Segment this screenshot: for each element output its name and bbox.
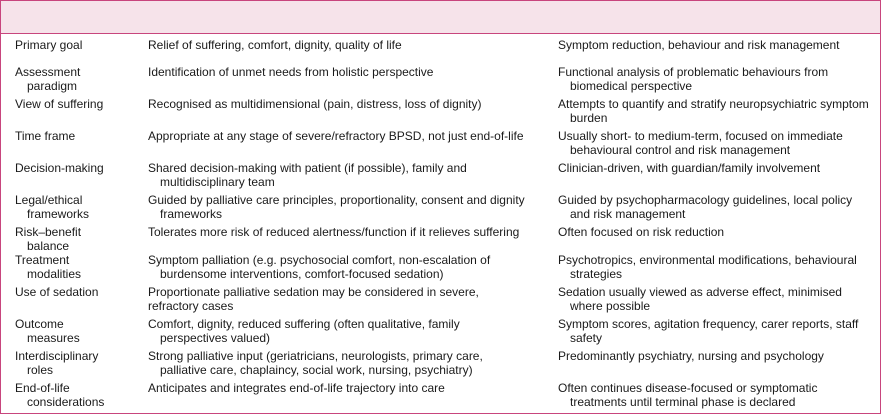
palliative-cell: Tolerates more risk of reduced alertness/function if it relieves suffering bbox=[148, 225, 520, 239]
palliative-cell: Comfort, dignity, reduced suffering (often qualitative, family perspectives valued) bbox=[148, 317, 460, 345]
row-label: Legal/ethical frameworks bbox=[15, 193, 90, 221]
palliative-cell: Strong palliative input (geriatricians, neurologists, primary care, palliative care, chaplaincy, social work, nursing, psychiatry) bbox=[148, 349, 483, 377]
conventional-cell: Attempts to quantify and stratify neuropsychiatric symptom burden bbox=[558, 97, 869, 125]
palliative-cell: Symptom palliation (e.g. psychosocial comfort, non-escalation of burdensome interventions, comfort-focused sedation) bbox=[148, 253, 491, 281]
table-row bbox=[1, 381, 880, 413]
conventional-cell: Usually short- to medium-term, focused on immediate behavioural control and risk management bbox=[558, 129, 843, 157]
palliative-cell: Shared decision-making with patient (if possible), family and multidisciplinary team bbox=[148, 161, 467, 189]
palliative-cell: Recognised as multidimensional (pain, distress, loss of dignity) bbox=[148, 97, 482, 111]
table-row bbox=[1, 193, 880, 225]
conventional-cell: Often focused on risk reduction bbox=[558, 225, 725, 239]
row-label: Decision-making bbox=[15, 161, 104, 175]
table-row bbox=[1, 161, 880, 193]
conventional-cell: Sedation usually viewed as adverse effect, minimised where possible bbox=[558, 285, 842, 313]
conventional-cell: Psychotropics, environmental modifications, behavioural strategies bbox=[558, 253, 857, 281]
table-row bbox=[1, 65, 880, 97]
palliative-cell: Proportionate palliative sedation may be considered in severe, refractory cases bbox=[148, 285, 479, 313]
table-row bbox=[1, 38, 880, 65]
palliative-cell: Anticipates and integrates end-of-life trajectory into care bbox=[148, 381, 445, 395]
row-label: View of suffering bbox=[15, 97, 104, 111]
conventional-cell: Clinician-driven, with guardian/family involvement bbox=[558, 161, 821, 175]
row-label: End-of-life considerations bbox=[15, 381, 105, 409]
palliative-cell: Relief of suffering, comfort, dignity, quality of life bbox=[148, 38, 402, 52]
conventional-cell: Functional analysis of problematic behaviours from biomedical perspective bbox=[558, 65, 829, 93]
palliative-cell: Guided by palliative care principles, proportionality, consent and dignity frameworks bbox=[148, 193, 525, 221]
table-row bbox=[1, 317, 880, 349]
table-row bbox=[1, 253, 880, 285]
table-header-band bbox=[1, 1, 880, 34]
conventional-cell: Guided by psychopharmacology guidelines, local policy and risk management bbox=[558, 193, 853, 221]
table-row bbox=[1, 225, 880, 253]
table-row bbox=[1, 349, 880, 381]
row-label: Treatment modalities bbox=[15, 253, 82, 281]
table-row bbox=[1, 97, 880, 129]
conventional-cell: Often continues disease-focused or symptomatic treatments until terminal phase is declared bbox=[558, 381, 818, 409]
comparison-table bbox=[1, 38, 880, 413]
table-row bbox=[1, 129, 880, 161]
palliative-cell: Identification of unmet needs from holistic perspective bbox=[148, 65, 434, 79]
conventional-cell: Symptom scores, agitation frequency, carer reports, staff safety bbox=[558, 317, 859, 345]
table-body bbox=[1, 38, 880, 413]
row-label: Outcome measures bbox=[15, 317, 80, 345]
row-label: Risk–benefit balance bbox=[15, 225, 82, 253]
row-label: Use of sedation bbox=[15, 285, 99, 299]
row-label: Assessment paradigm bbox=[15, 65, 81, 93]
row-label: Interdisciplinary roles bbox=[15, 349, 99, 377]
conventional-cell: Symptom reduction, behaviour and risk management bbox=[558, 38, 840, 52]
conventional-cell: Predominantly psychiatry, nursing and psychology bbox=[558, 349, 824, 363]
palliative-cell: Appropriate at any stage of severe/refractory BPSD, not just end-of-life bbox=[148, 129, 524, 143]
row-label: Time frame bbox=[15, 129, 76, 143]
table-row bbox=[1, 285, 880, 317]
row-label: Primary goal bbox=[15, 38, 83, 52]
